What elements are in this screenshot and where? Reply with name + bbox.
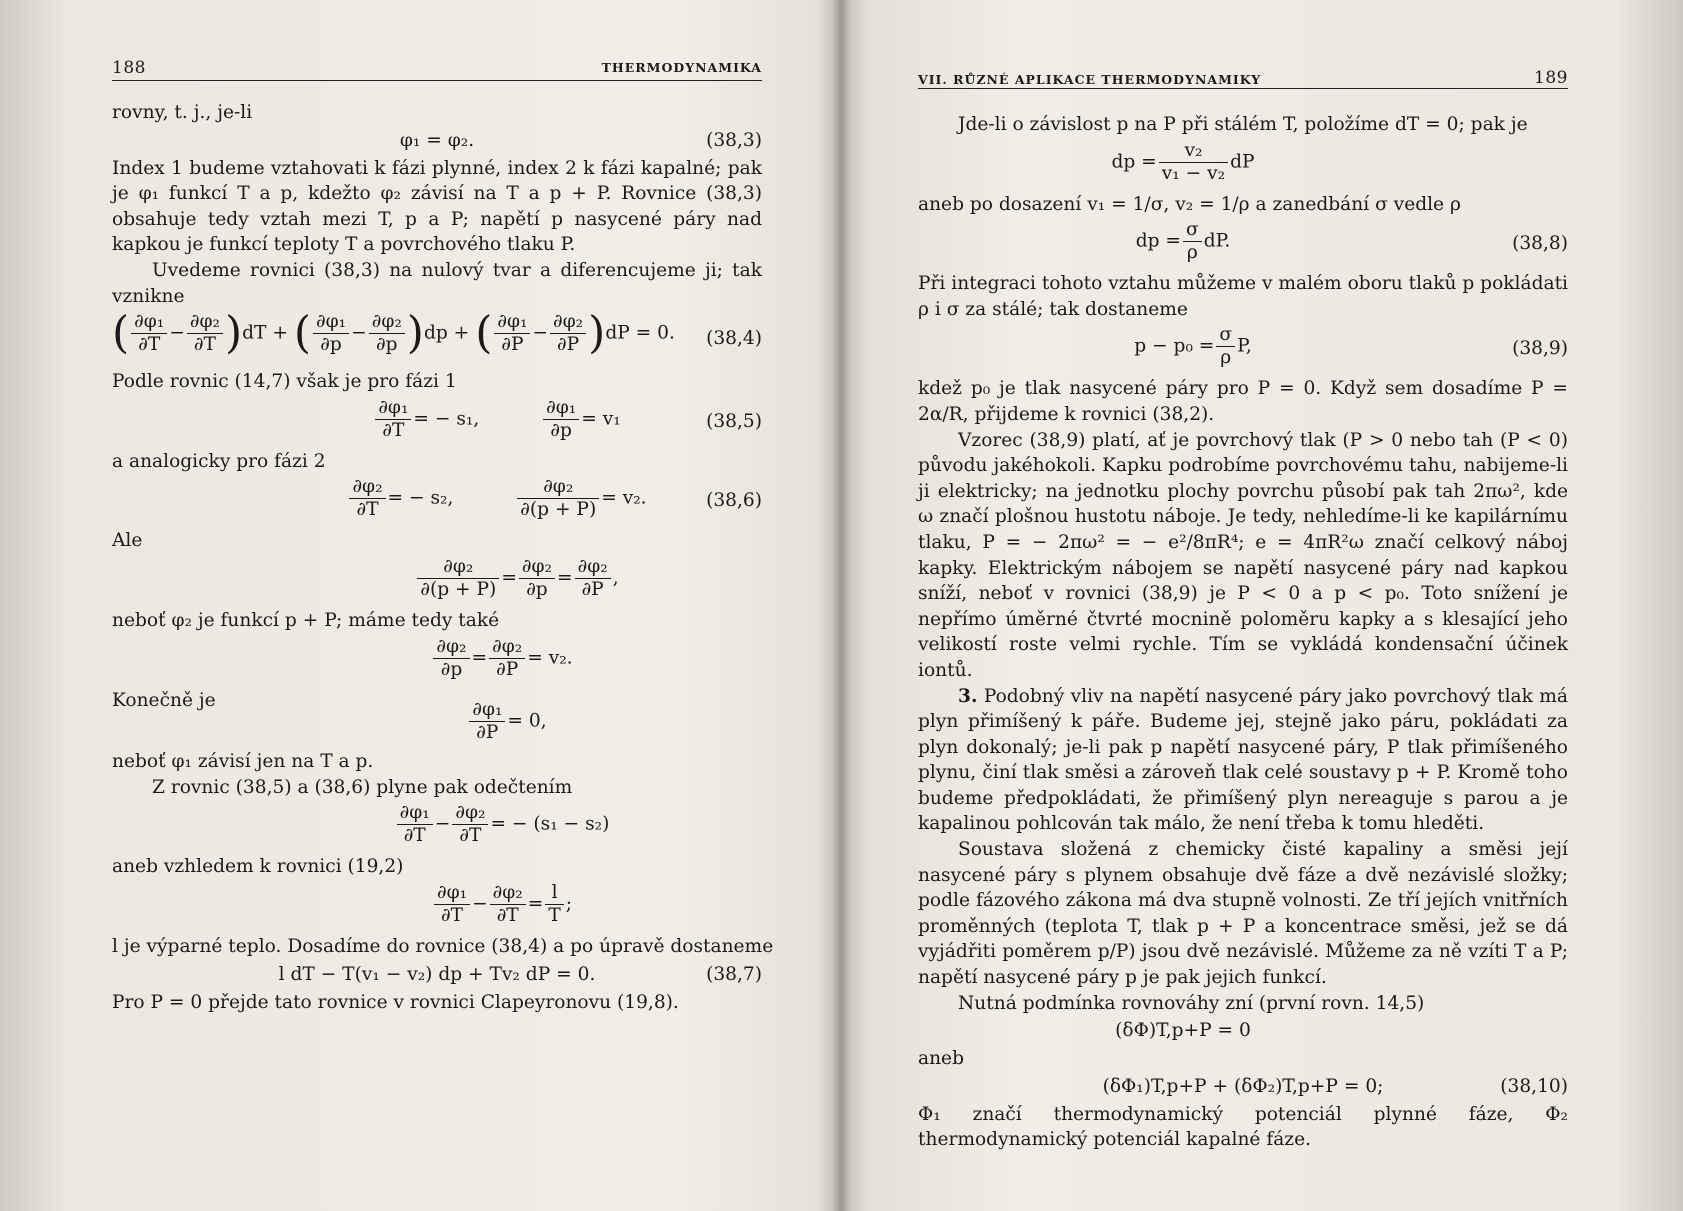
equation-number: (38,10) <box>1500 1076 1568 1098</box>
paren-close: ) <box>588 307 606 359</box>
page-number: 188 <box>112 58 146 78</box>
paren-open: ( <box>293 307 312 359</box>
equation-38-6: $\frac{\text{∂φ₂}}{\partial T}$ = − s₂, $\frac{\text{∂φ₂}}{\partial(p + P)}$ = v₂. (38,6) <box>112 476 762 526</box>
equation-number: (38,5) <box>706 410 762 432</box>
equation-38-7: l dT − T(v₁ − v₂) dp + Tv₂ dP = 0. (38,7) <box>112 962 762 988</box>
equation-38-10: (δΦ₁)T,p+P + (δΦ₂)T,p+P = 0; (38,10) <box>918 1074 1568 1100</box>
text-line: Konečně je <box>112 689 216 711</box>
text-line: Podle rovnic (14,7) však je pro fázi 1 <box>112 371 457 393</box>
fraction: $\frac{\text{∂φ₂}}{\partial P}$ <box>550 311 586 356</box>
text-line: neboť φ₂ je funkcí p + P; máme tedy také <box>112 609 500 631</box>
equation-latent-heat: $\frac{\text{∂φ₁}}{\partial T}$ − $\frac{\text{∂φ₂}}{\partial T}$ = $\frac{l}{T}$ ; <box>112 882 762 932</box>
running-head: THERMODYNAMIKA <box>601 60 762 75</box>
equation-number: (38,9) <box>1512 338 1568 360</box>
page-number: 189 <box>1534 68 1568 88</box>
fraction: $\frac{\text{∂φ₁}}{\partial p}$ <box>313 311 349 356</box>
text-line: aneb vzhledem k rovnici (19,2) <box>112 856 404 878</box>
text-line: neboť φ₁ závisí jen na T a p. <box>112 751 374 773</box>
left-page <box>112 0 774 1211</box>
right-page-header <box>918 58 1568 89</box>
paragraph: Uvedeme rovnici (38,3) na nulový tvar a diferencujeme ji; tak vznikne <box>112 259 762 307</box>
running-head: VII. RŮZNÉ APLIKACE THERMODYNAMIKY <box>918 72 1262 87</box>
equation-dp: dp = $\frac{\text{v₂}}{\text{v₁ − v₂}}$ dP <box>1111 139 1255 184</box>
text-line: l je výparné teplo. Dosadíme do rovnice (38,4) a po úpravě dostaneme <box>112 935 774 957</box>
equation-entropy-diff: $\frac{\text{∂φ₁}}{\partial T}$ − $\frac{\text{∂φ₂}}{\partial T}$ = − (s₁ − s₂) <box>112 802 762 852</box>
text-line: Ale <box>112 530 143 552</box>
equation-equilibrium: (δΦ)T,p+P = 0 <box>1115 1020 1251 1042</box>
equation-partial-identity: $\frac{\text{∂φ₂}}{\partial(p + P)}$ = $\frac{\text{∂φ₂}}{\partial p}$ = $\frac{\text{∂φ₂}}{\partial P}$ , <box>112 556 762 606</box>
left-page-body <box>112 100 774 1015</box>
text-line: Z rovnic (38,5) a (38,6) plyne pak odečtením <box>152 776 573 798</box>
book-gutter <box>832 0 850 1211</box>
right-page-body <box>918 112 1568 1153</box>
paren-open: ( <box>475 307 493 359</box>
paragraph: Φ₁ značí thermodynamický potenciál plynné fáze, Φ₂ thermodynamický potenciál kapalné fáze. <box>918 1103 1568 1151</box>
equation-38-8: dp = $\frac{\sigma}{\rho}$ dP. (38,8) <box>1135 219 1568 264</box>
equation-zero: $\frac{\text{∂φ₁}}{\partial P}$ = 0, <box>112 699 762 747</box>
paragraph: Jde-li o závislost p na P při stálém T, položíme dT = 0; pak je <box>958 114 1528 135</box>
paragraph: Nutná podmínka rovnováhy zní (první rovn. 14,5) <box>958 992 1425 1014</box>
paren-close: ) <box>224 307 243 359</box>
text-line: a analogicky pro fázi 2 <box>112 450 326 472</box>
paren-close: ) <box>406 307 424 359</box>
paragraph: aneb po dosazení v₁ = 1/σ, v₂ = 1/ρ a zanedbání σ vedle ρ <box>918 193 1461 215</box>
equation-38-5: $\frac{\text{∂φ₁}}{\partial T}$ = − s₁, $\frac{\text{∂φ₁}}{\partial p}$ = v₁ (38,5) <box>112 397 762 447</box>
equation-38-9: p − p₀ = $\frac{\sigma}{\rho}$ P, (38,9) <box>1134 324 1568 369</box>
left-page-header <box>112 58 762 81</box>
fraction: $\frac{\text{∂φ₁}}{\partial T}$ <box>131 311 167 356</box>
paragraph: Soustava složená z chemicky čisté kapaliny a směsi její nasycené páry s plynem obsahuje dvě fáze a dvě nezávislé složky; podle fázového zákona má dva stupně volnosti. Ze tří jejích vnitřních proměnných (teplota T, tlak p + P a koncentrace směsi, jež se dá vyjádřiti poměrem p/P) jsou dvě nezávislé. Můžeme za ně vzíti T a P; napětí nasycené páry p je pak jejich funkcí. <box>918 839 1568 989</box>
text-line: Pro P = 0 přejde tato rovnice v rovnici Clapeyronovu (19,8). <box>112 991 679 1013</box>
equation-38-4: ( $\frac{\text{∂φ₁}}{\partial T}$ − $\frac{\text{∂φ₂}}{\partial T}$ )dT + ( $\frac{\text{∂φ₁}}{\partial p}$ − $\frac{\text{∂φ₂}}{\partial p}$ )dp + ( $\frac{\text{∂φ₁}}{\partial P}$ − $\frac{\text{∂φ₂}}{\partial P}$ )dP = 0. (38,4) <box>112 307 762 359</box>
fraction: $\frac{\text{∂φ₂}}{\partial T}$ <box>187 311 223 356</box>
paren-open: ( <box>112 307 130 359</box>
equation-number: (38,3) <box>706 129 762 151</box>
equation-text: φ₁ = φ₂. <box>399 129 475 151</box>
paragraph: 3. Podobný vliv na napětí nasycené páry jako povrchový tlak má plyn přimíšený k páře. Budeme jej, stejně jako páru, pokládati za plyn dokonalý; je-li pak p napětí nasycené páry, P tlak přimíšeného plynu, činí tlak směsi a zároveň tlak celé soustavy p + P. Kromě toho budeme předpokládati, že přimíšený plyn nereaguje s parou a je kapalinou pohlcován tak málo, že není třeba k tomu hleděti. <box>918 685 1568 835</box>
equation-v2: $\frac{\text{∂φ₂}}{\partial p}$ = $\frac{\text{∂φ₂}}{\partial P}$ = v₂. <box>112 636 762 686</box>
right-page <box>918 0 1568 1211</box>
fraction: $\frac{\text{∂φ₂}}{\partial p}$ <box>369 311 405 356</box>
paragraph: Vzorec (38,9) platí, ať je povrchový tlak (P > 0 nebo tah (P < 0) původu jakéhokoli. Kapku podrobíme povrchovému tahu, nabijeme-li ji elektricky; na jednotku plochy povrchu působí pak tah 2πω², kde ω značí plošnou hustotu náboje. Je tedy, nehledíme-li ke kapilárnímu tlaku, P = − 2πω² = − e²/8πR⁴; e = 4πR²ω značí celkový náboj kapky. Elektrickým nábojem se napětí nasycené páry nad kapkou sníží, neboť v rovnici (38,9) je P < 0 a p < p₀. Toto snížení je nepřímo úměrné čtvrté mocnině poloměru kapky a s klesající jeho velikostí roste velmi rychle. Tím se vykládá kondensační účinek iontů. <box>918 429 1568 681</box>
text-line: aneb <box>918 1048 964 1070</box>
fraction: $\frac{\text{∂φ₁}}{\partial P}$ <box>494 311 530 356</box>
equation-38-3 <box>112 128 762 154</box>
paragraph: kdež p₀ je tlak nasycené páry pro P = 0. Když sem dosadíme P = 2α/R, přijdeme k rovnici (38,2). <box>918 378 1568 425</box>
paragraph: Index 1 budeme vztahovati k fázi plynné, index 2 k fázi kapalné; pak je φ₁ funkcí T a p, kdežto φ₂ závisí na T a p + P. Rovnice (38,3) obsahuje tedy vztah mezi T, p a P; napětí p nasycené páry nad kapkou je funkcí teploty T a povrchového tlaku P. <box>112 157 762 256</box>
equation-number: (38,8) <box>1512 233 1568 255</box>
equation-number: (38,7) <box>706 963 762 985</box>
section-number: 3. <box>958 685 978 707</box>
paragraph: Při integraci tohoto vztahu můžeme v malém oboru tlaků p pokládati ρ i σ za stálé; tak dostaneme <box>918 273 1568 320</box>
equation-number: (38,6) <box>706 490 762 512</box>
equation-number: (38,4) <box>706 328 762 350</box>
text-line: rovny, t. j., je-li <box>112 102 253 123</box>
